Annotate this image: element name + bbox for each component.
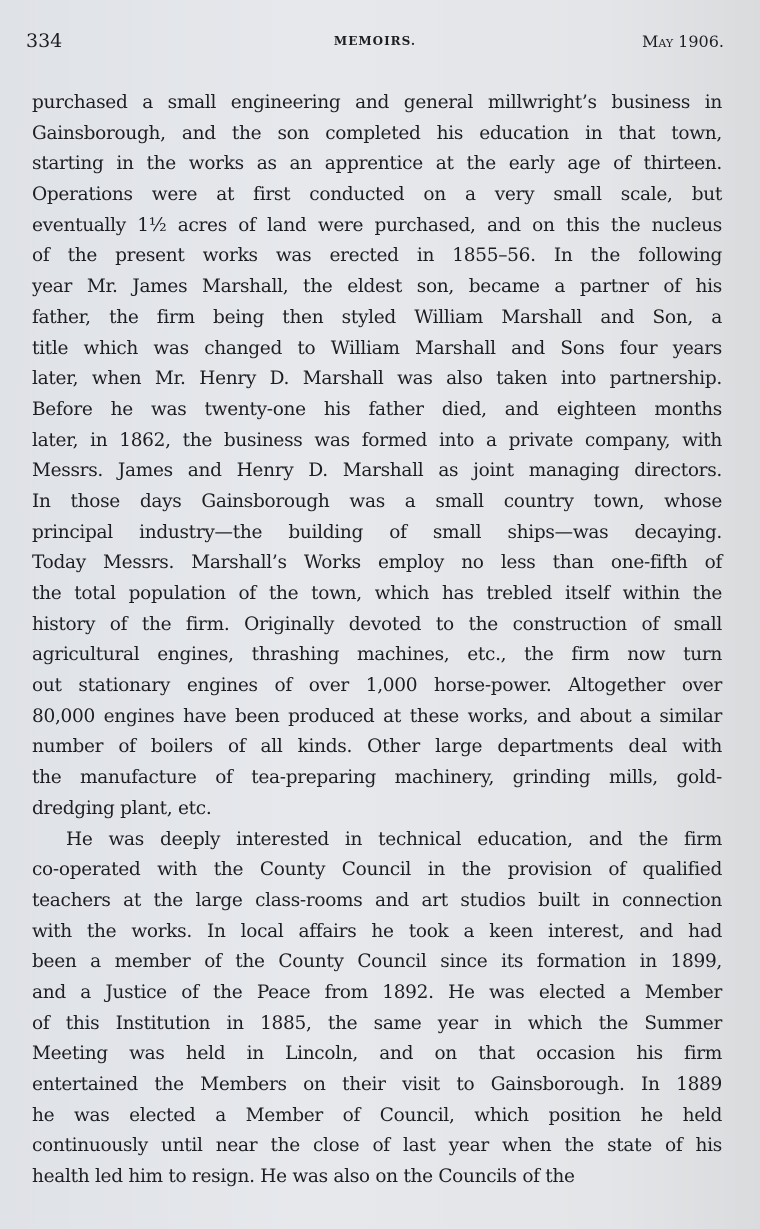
page-body xyxy=(32,88,722,1193)
text-line: He was deeply interested in technical education, and the firm xyxy=(66,828,722,850)
text-line: co-operated with the County Council in the provision of qualified xyxy=(32,859,722,881)
text-line: history of the firm. Originally devoted to the construction of small xyxy=(32,613,722,635)
text-line: starting in the works as an apprentice at the early age of thirteen. xyxy=(32,153,722,175)
text-line: year Mr. James Marshall, the eldest son, became a partner of his xyxy=(32,276,722,298)
text-line: been a member of the County Council since its formation in 1899, xyxy=(32,951,722,973)
text-line: continuously until near the close of last year when the state of his xyxy=(32,1135,722,1157)
running-header xyxy=(26,30,724,56)
text-line: father, the firm being then styled William Marshall and Son, a xyxy=(32,306,722,328)
text-line: Operations were at first conducted on a very small scale, but xyxy=(32,184,722,206)
text-line: dredging plant, etc. xyxy=(32,797,212,819)
issue-date: May 1906. xyxy=(641,32,724,51)
text-line: of the present works was erected in 1855–56. In the following xyxy=(32,245,722,267)
text-line: he was elected a Member of Council, which position he held xyxy=(32,1104,722,1126)
text-line: Meeting was held in Lincoln, and on that occasion his firm xyxy=(32,1043,722,1065)
text-line: Today Messrs. Marshall’s Works employ no less than one-fifth of xyxy=(32,552,722,574)
text-line: 80,000 engines have been produced at these works, and about a similar xyxy=(32,705,722,727)
text-line: later, when Mr. Henry D. Marshall was also taken into partnership. xyxy=(32,368,722,390)
text-line: number of boilers of all kinds. Other large departments deal with xyxy=(32,736,722,758)
text-line: entertained the Members on their visit to Gainsborough. In 1889 xyxy=(32,1074,722,1095)
page-number: 334 xyxy=(26,30,63,52)
text-line: with the works. In local affairs he took a keen interest, and had xyxy=(32,920,722,942)
text-line: later, in 1862, the business was formed into a private company, with xyxy=(32,429,722,451)
text-line: In those days Gainsborough was a small country town, whose xyxy=(32,490,722,512)
text-line: title which was changed to William Marshall and Sons four years xyxy=(32,337,722,359)
paragraph-1 xyxy=(32,88,722,825)
text-line: principal industry—the building of small ships—was decaying. xyxy=(32,521,722,543)
text-line: the manufacture of tea-preparing machinery, grinding mills, gold- xyxy=(32,767,722,789)
text-line: Messrs. James and Henry D. Marshall as joint managing directors. xyxy=(32,460,722,482)
text-line: the total population of the town, which has trebled itself within the xyxy=(32,583,722,604)
text-line: eventually 1½ acres of land were purchased, and on this the nucleus xyxy=(32,214,722,236)
text-line: purchased a small engineering and general millwright’s business in xyxy=(32,92,722,113)
running-title: MEMOIRS. xyxy=(333,34,417,48)
text-line: teachers at the large class-rooms and art studios built in connection xyxy=(32,889,722,911)
text-line: agricultural engines, thrashing machines, etc., the firm now turn xyxy=(32,644,722,666)
text-line: and a Justice of the Peace from 1892. He was elected a Member xyxy=(32,981,722,1003)
text-line: of this Institution in 1885, the same year in which the Summer xyxy=(32,1012,722,1034)
text-line: health led him to resign. He was also on the Councils of the xyxy=(32,1166,575,1188)
paragraph-2 xyxy=(32,825,722,1193)
text-line: out stationary engines of over 1,000 horse-power. Altogether over xyxy=(32,675,722,697)
text-line: Before he was twenty-one his father died, and eighteen months xyxy=(32,398,722,420)
text-line: Gainsborough, and the son completed his education in that town, xyxy=(32,122,722,144)
